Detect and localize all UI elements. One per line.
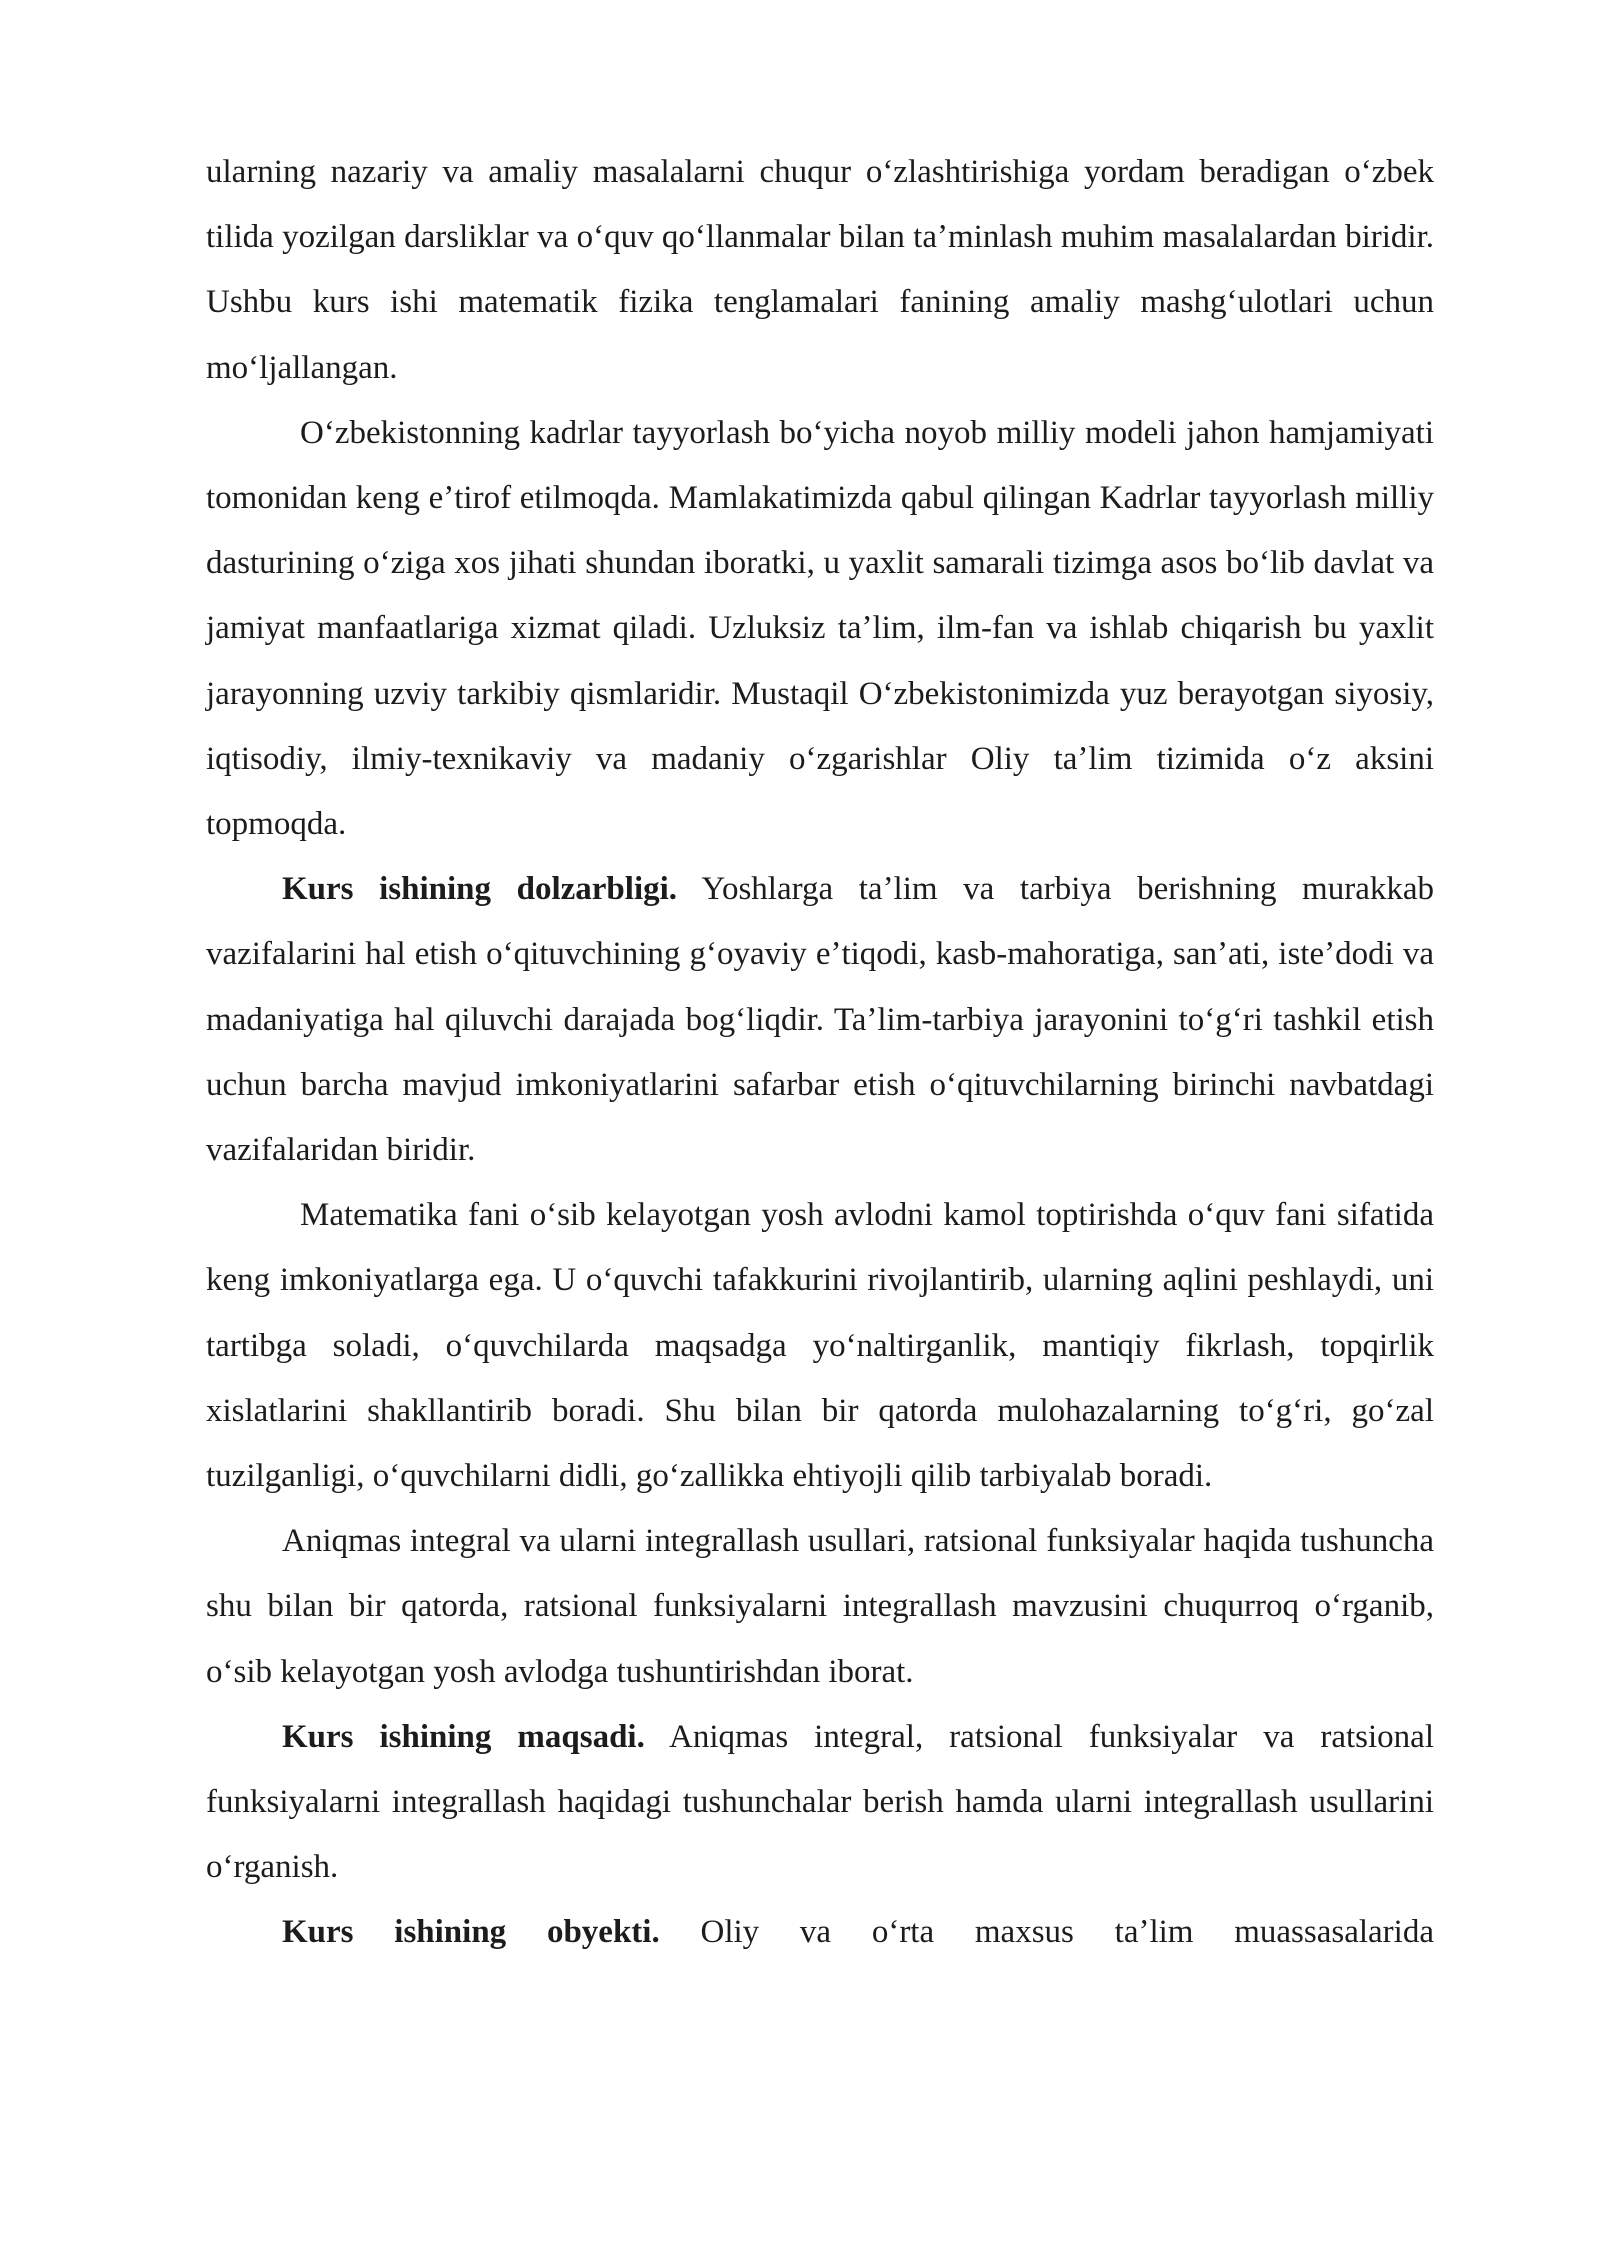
paragraph-kadrlar-tayyorlash [206,401,1434,857]
paragraph-obyekti [206,1900,1434,1965]
paragraph-aniqmas-integral [206,1509,1434,1705]
paragraph-text: Oliy va oʻrta maxsus taʼlim muassasalarida [659,1914,1434,1951]
paragraph-text: Oʻzbekistonning kadrlar tayyorlash boʻyicha noyob milliy modeli jahon hamjamiyati tomonidan keng eʼtirof etilmoqda. Mamlakatimizda qabul qilingan Kadrlar tayyorlash milliy dasturining oʻziga xos jihati shundan iboratki, u yaxlit samarali tizimga asos boʻlib davlat va jamiyat manfaatlariga xizmat qiladi. Uzluksiz taʼlim, ilm-fan va ishlab chiqarish bu yaxlit jarayonning uzviy tarkibiy qismlaridir. Mustaqil Oʻzbekistonimizda yuz berayotgan siyosiy, iqtisodiy, ilmiy-texnikaviy va madaniy oʻzgarishlar Oliy taʼlim tizimida oʻz aksini topmoqda. [206,414,1434,843]
paragraph-dolzarbligi [206,857,1434,1183]
paragraph-text: Aniqmas integral va ularni integrallash usullari, ratsional funksiyalar haqida tushuncha shu bilan bir qatorda, ratsional funksiyalarni integrallash mavzusini chuqurroq oʻrganib, oʻsib kelayotgan yosh avlodga tushuntirishdan iborat. [206,1523,1434,1690]
section-heading-dolzarbligi: Kurs ishining dolzarbligi. [282,871,678,908]
section-heading-maqsadi: Kurs ishining maqsadi. [282,1718,645,1755]
paragraph-text: ularning nazariy va amaliy masalalarni chuqur oʻzlashtirishiga yordam beradigan oʻzbek tilida yozilgan darsliklar va oʻquv qoʻllanmalar bilan taʼminlash muhim masalalardan biridir. Ushbu kurs ishi matematik fizika tenglamalari fanining amaliy mashgʻulotlari uchun moʻljallangan. [206,154,1434,386]
paragraph-text: Aniqmas integral, ratsional funksiyalar va ratsional funksiyalarni integrallash haqidagi tushunchalar berish hamda ularni integrallash usullarini oʻrganish. [206,1718,1434,1886]
document-body [206,140,1434,1966]
paragraph-text: Yoshlarga taʼlim va tarbiya berishning murakkab vazifalarini hal etish oʻqituvchining gʻoyaviy eʼtiqodi, kasb-mahoratiga, sanʼati, isteʼdodi va madaniyatiga hal qiluvchi darajada bogʻliqdir. Taʼlim-tarbiya jarayonini toʻgʻri tashkil etish uchun barcha mavjud imkoniyatlarini safarbar etish oʻqituvchilarning birinchi navbatdagi vazifalaridan biridir. [206,871,1434,1169]
paragraph-text: Matematika fani oʻsib kelayotgan yosh avlodni kamol toptirishda oʻquv fani sifatida keng imkoniyatlarga ega. U oʻquvchi tafakkurini rivojlantirib, ularning aqlini peshlaydi, uni tartibga soladi, oʻquvchilarda maqsadga yoʻnaltirganlik, mantiqiy fikrlash, topqirlik xislatlarini shakllantirib boradi. Shu bilan bir qatorda mulohazalarning toʻgʻri, goʻzal tuzilganligi, oʻquvchilarni didli, goʻzallikka ehtiyojli qilib tarbiyalab boradi. [206,1197,1434,1495]
section-heading-obyekti: Kurs ishining obyekti. [282,1914,660,1951]
paragraph-intro-continuation [206,140,1434,401]
paragraph-matematika [206,1183,1434,1509]
paragraph-maqsadi [206,1705,1434,1901]
